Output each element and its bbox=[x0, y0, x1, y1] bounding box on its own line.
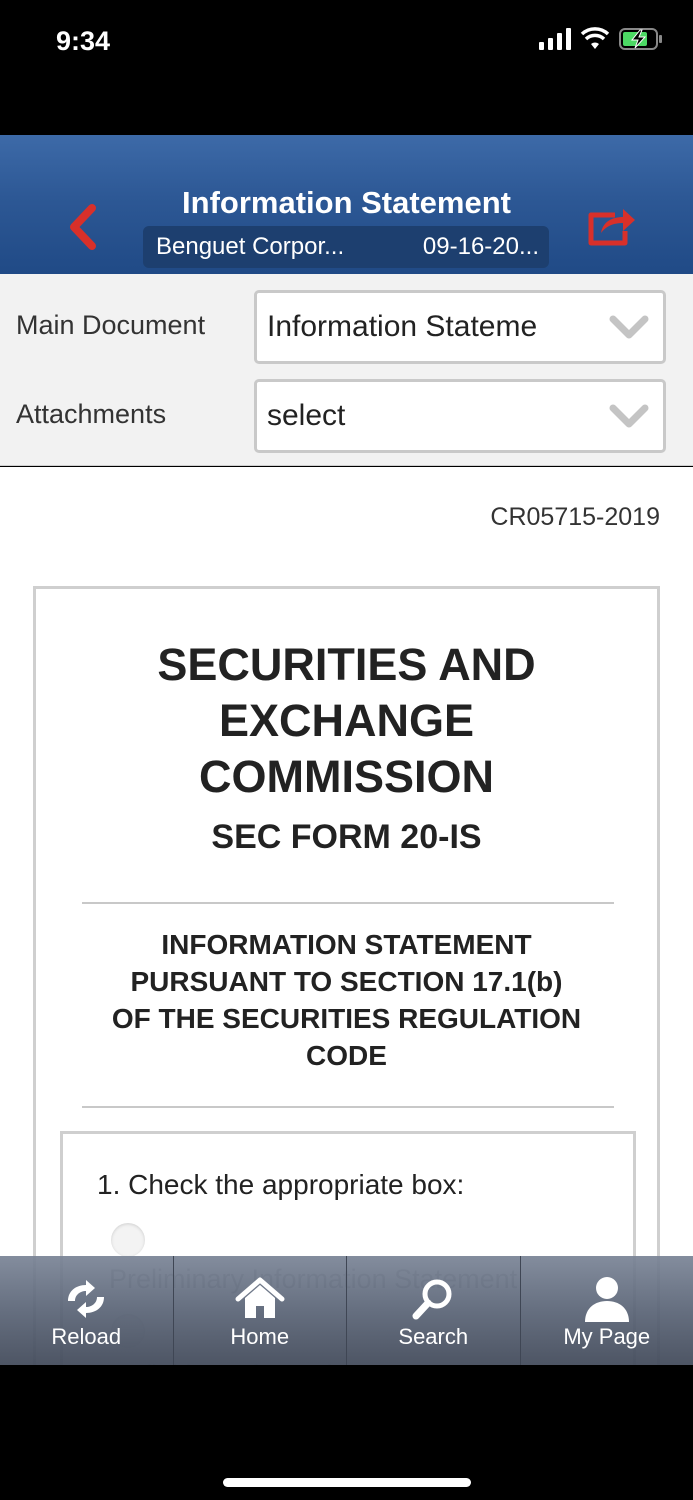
page-title: Information Statement bbox=[182, 185, 511, 220]
status-icons bbox=[539, 28, 663, 50]
subtitle-line: CODE bbox=[306, 1040, 387, 1071]
battery-charging-icon bbox=[619, 28, 663, 50]
document-title bbox=[36, 637, 657, 805]
reload-icon bbox=[62, 1279, 110, 1319]
tab-reload[interactable] bbox=[0, 1256, 174, 1365]
status-bar bbox=[0, 0, 693, 135]
status-time: 9:34 bbox=[56, 26, 111, 56]
document-subtitle bbox=[56, 926, 637, 1074]
title-line: EXCHANGE bbox=[218, 695, 475, 746]
tab-bar bbox=[0, 1256, 693, 1365]
wifi-icon bbox=[581, 28, 609, 50]
document-info-bar bbox=[143, 226, 549, 268]
attachments-value: select bbox=[267, 399, 346, 432]
attachments-select[interactable] bbox=[254, 379, 666, 453]
divider bbox=[82, 902, 614, 904]
tab-label: Search bbox=[398, 1324, 469, 1349]
tab-label: Reload bbox=[51, 1324, 122, 1349]
tab-home[interactable] bbox=[174, 1256, 348, 1365]
title-line: COMMISSION bbox=[198, 751, 494, 802]
document-selector-panel bbox=[0, 274, 693, 466]
home-indicator[interactable] bbox=[223, 1478, 471, 1487]
tab-search[interactable] bbox=[347, 1256, 521, 1365]
title-line: SECURITIES AND bbox=[157, 639, 536, 690]
subtitle-line: INFORMATION STATEMENT bbox=[161, 929, 532, 960]
home-icon bbox=[235, 1277, 285, 1321]
main-document-label: Main Document bbox=[16, 310, 206, 340]
tab-my-page[interactable] bbox=[521, 1256, 693, 1365]
document-date: 09-16-20... bbox=[422, 233, 539, 260]
signal-icon bbox=[539, 28, 571, 50]
form-name: SEC FORM 20-IS bbox=[211, 818, 482, 856]
app-header bbox=[0, 135, 693, 274]
tab-label: My Page bbox=[563, 1324, 651, 1349]
main-document-value: Information Stateme bbox=[267, 310, 538, 343]
share-icon bbox=[585, 205, 639, 249]
subtitle-line: PURSUANT TO SECTION 17.1(b) bbox=[130, 966, 563, 997]
chevron-down-icon bbox=[609, 315, 649, 341]
subtitle-line: OF THE SECURITIES REGULATION bbox=[111, 1003, 582, 1034]
radio-preliminary[interactable] bbox=[111, 1223, 145, 1257]
tab-label: Home bbox=[230, 1324, 290, 1349]
company-name: Benguet Corpor... bbox=[156, 233, 345, 260]
chevron-down-icon bbox=[609, 404, 649, 430]
divider bbox=[82, 1106, 614, 1108]
search-icon bbox=[411, 1277, 455, 1321]
item-1-text: 1. Check the appropriate box: bbox=[97, 1169, 465, 1200]
user-icon bbox=[583, 1276, 631, 1322]
attachments-label: Attachments bbox=[16, 399, 167, 429]
share-button[interactable] bbox=[585, 205, 639, 249]
document-viewer[interactable] bbox=[0, 467, 693, 1365]
main-document-select[interactable] bbox=[254, 290, 666, 364]
document-code: CR05715-2019 bbox=[490, 503, 660, 531]
